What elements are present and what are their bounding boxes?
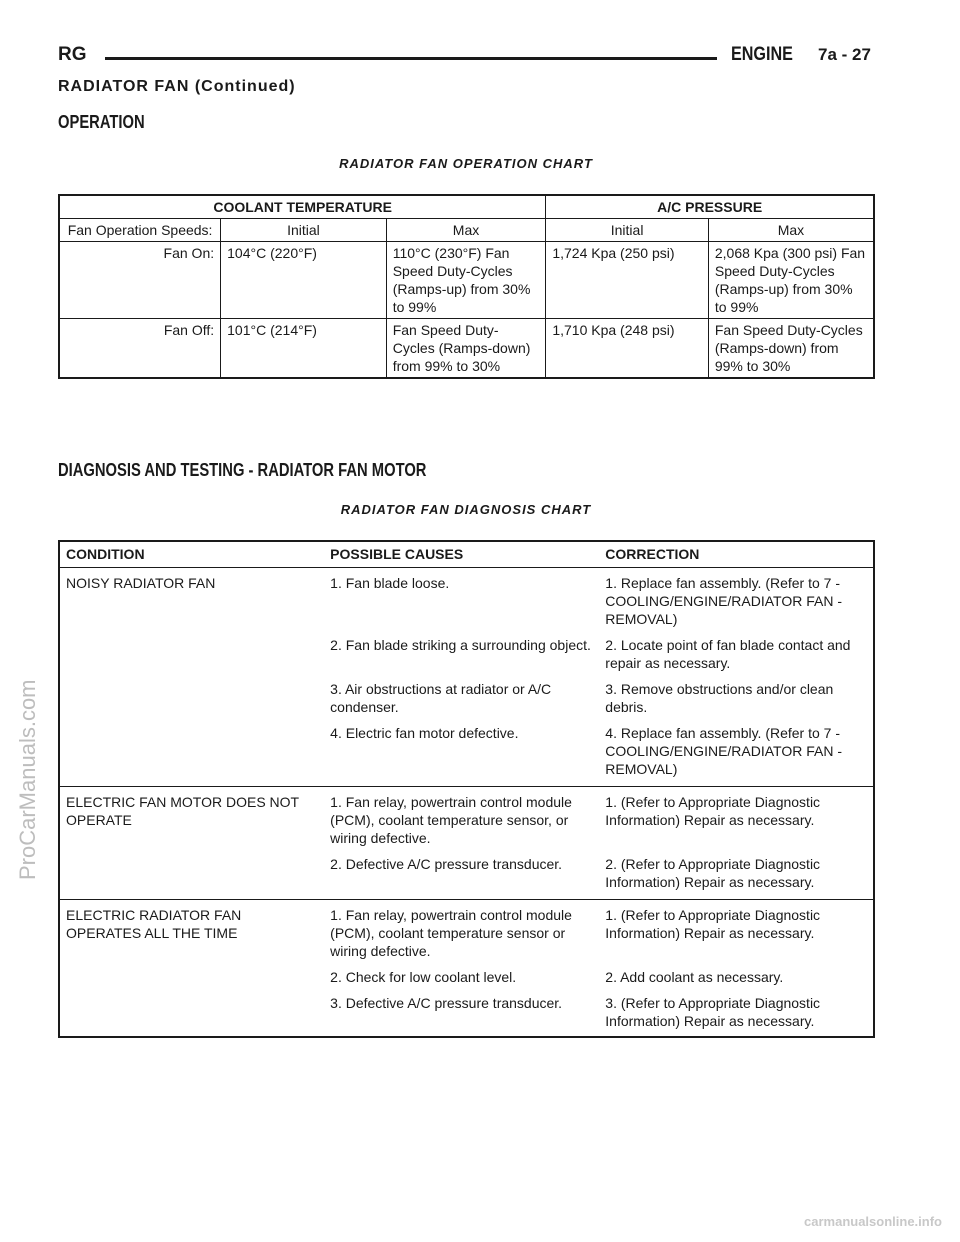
row-label: Fan Operation Speeds: — [59, 219, 221, 242]
row-label: Fan On: — [59, 242, 221, 319]
sub-header: Max — [386, 219, 546, 242]
correction-cell: 1. (Refer to Appropriate Diagnostic Information) Repair as necessary. — [605, 794, 821, 828]
table-cell: Fan Speed Duty-Cycles (Ramps-down) from 99% to 30% — [386, 319, 546, 379]
column-header: POSSIBLE CAUSES — [324, 541, 599, 568]
table-header-row — [59, 195, 874, 219]
header-rule — [105, 57, 717, 60]
table-cell: 2,068 Kpa (300 psi) Fan Speed Duty-Cycles (Ramps-up) from 30% to 99% — [708, 242, 874, 319]
correction-cell: 1. Replace fan assembly. (Refer to 7 - COOLING/ENGINE/RADIATOR FAN - REMOVAL) — [605, 575, 843, 627]
table-cell: 1,724 Kpa (250 psi) — [546, 242, 709, 319]
correction-cell: 1. (Refer to Appropriate Diagnostic Information) Repair as necessary. — [605, 907, 821, 941]
cause-cell: 3. Air obstructions at radiator or A/C condenser. — [330, 681, 552, 715]
header-left-code: RG — [58, 44, 87, 65]
footer-watermark: carmanualsonline.info — [804, 1214, 942, 1229]
cause-cell: 4. Electric fan motor defective. — [324, 718, 599, 787]
group-header: COOLANT TEMPERATURE — [59, 195, 546, 219]
cause-cell: 1. Fan blade loose. — [330, 575, 450, 591]
table-row — [59, 319, 874, 379]
column-header: CORRECTION — [599, 541, 874, 568]
table-row — [59, 568, 874, 631]
operation-chart-title: RADIATOR FAN OPERATION CHART — [339, 156, 593, 171]
correction-cell: 2. (Refer to Appropriate Diagnostic Information) Repair as necessary. — [599, 849, 874, 900]
diagnosis-chart-table — [58, 540, 875, 1038]
cause-cell: 2. Check for low coolant level. — [330, 969, 517, 985]
table-cell: 1,710 Kpa (248 psi) — [546, 319, 709, 379]
cause-cell: 1. Fan relay, powertrain control module (PCM), coolant temperature sensor, or wiring defective. — [330, 794, 572, 846]
table-header-row — [59, 541, 874, 568]
condition-cell: ELECTRIC RADIATOR FAN OPERATES ALL THE TIME — [66, 907, 242, 941]
cause-cell: 3. Defective A/C pressure transducer. — [330, 995, 563, 1011]
column-header: CONDITION — [59, 541, 324, 568]
sub-header: Max — [708, 219, 874, 242]
condition-cell: ELECTRIC FAN MOTOR DOES NOT OPERATE — [59, 787, 324, 900]
operation-heading: OPERATION — [58, 112, 145, 132]
diagnosis-heading: DIAGNOSIS AND TESTING - RADIATOR FAN MOTOR — [58, 460, 427, 480]
condition-cell: NOISY RADIATOR FAN — [59, 568, 324, 787]
table-row — [59, 900, 874, 963]
correction-cell: 3. (Refer to Appropriate Diagnostic Information) Repair as necessary. — [605, 995, 821, 1029]
operation-chart-table — [58, 194, 875, 379]
side-watermark: ProCarManuals.com — [15, 679, 40, 880]
header-section-title: ENGINE — [731, 44, 793, 65]
table-row — [59, 242, 874, 319]
header-page-number: 7a - 27 — [818, 45, 871, 64]
row-label: Fan Off: — [59, 319, 221, 379]
table-cell: 110°C (230°F) Fan Speed Duty-Cycles (Ramps-up) from 30% to 99% — [386, 242, 546, 319]
correction-cell: 2. Add coolant as necessary. — [605, 969, 784, 985]
continued-heading: RADIATOR FAN (Continued) — [58, 78, 296, 95]
table-cell: Fan Speed Duty-Cycles (Ramps-down) from 99% to 30% — [708, 319, 874, 379]
table-row — [59, 787, 874, 850]
sub-header: Initial — [221, 219, 387, 242]
correction-cell: 4. Replace fan assembly. (Refer to 7 - COOLING/ENGINE/RADIATOR FAN - REMOVAL) — [599, 718, 874, 787]
sub-header: Initial — [546, 219, 709, 242]
correction-cell: 2. Locate point of fan blade contact and repair as necessary. — [605, 637, 851, 671]
table-cell: 104°C (220°F) — [221, 242, 387, 319]
table-cell: 101°C (214°F) — [221, 319, 387, 379]
correction-cell: 3. Remove obstructions and/or clean debris. — [605, 681, 834, 715]
cause-cell: 2. Fan blade striking a surrounding object. — [330, 637, 591, 653]
table-row — [59, 219, 874, 242]
group-header: A/C PRESSURE — [546, 195, 874, 219]
cause-cell: 1. Fan relay, powertrain control module (PCM), coolant temperature sensor or wiring defective. — [330, 907, 572, 959]
cause-cell: 2. Defective A/C pressure transducer. — [324, 849, 599, 900]
diagnosis-chart-title: RADIATOR FAN DIAGNOSIS CHART — [340, 502, 592, 517]
